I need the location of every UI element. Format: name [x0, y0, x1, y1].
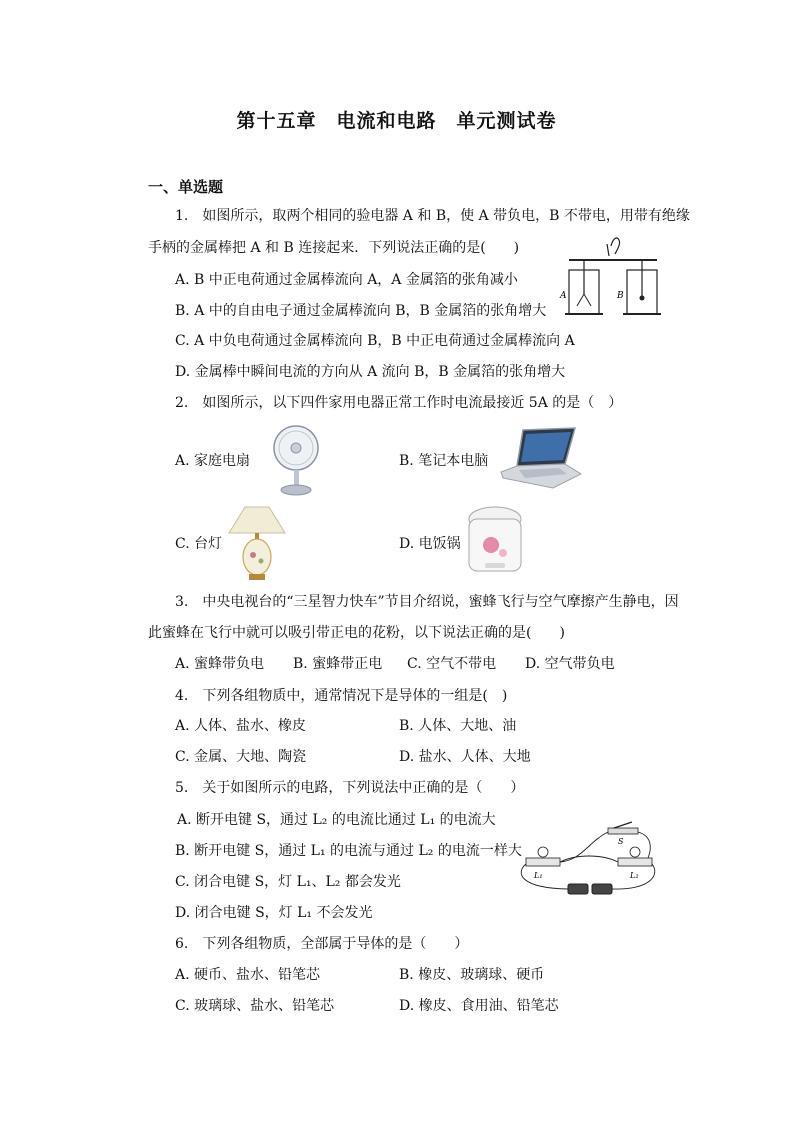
q5-option-d: D. 闭合电键 S，灯 L₁ 不会发光 — [175, 905, 373, 921]
q6-stem-line1: 6. 下列各组物质，全部属于导体的是（ ） — [175, 936, 469, 952]
q6-option-d: D. 橡皮、食用油、铅笔芯 — [399, 998, 559, 1014]
q3-option-b: B. 蜜蜂带正电 — [293, 656, 383, 672]
circuit-figure — [512, 812, 662, 902]
q4-option-b: B. 人体、大地、油 — [399, 718, 517, 734]
q5-option-a: A. 断开电键 S，通过 L₂ 的电流比通过 L₁ 的电流大 — [177, 812, 496, 828]
lamp-label-l2: L₂ — [630, 871, 639, 880]
q4-stem-line1: 4. 下列各组物质中，通常情况下是导体的一组是( ) — [175, 688, 508, 704]
q2-option-d: D. 电饭锅 — [399, 536, 461, 552]
electric-fan-image — [265, 422, 325, 497]
q3-stem-line1: 3. 中央电视台的“三星智力快车”节目介绍说，蜜蜂飞行与空气摩擦产生静电，因 — [175, 594, 679, 610]
electroscope-figure — [555, 232, 670, 324]
switch-label-s: S — [618, 837, 624, 846]
q1-option-a: A. B 中正电荷通过金属棒流向 A，A 金属箔的张角减小 — [175, 272, 518, 288]
section-heading: 一、单选题 — [148, 178, 224, 196]
q5-option-c: C. 闭合电键 S，灯 L₁、L₂ 都会发光 — [175, 874, 401, 890]
q3-option-c: C. 空气不带电 — [407, 656, 497, 672]
q1-option-b: B. A 中的自由电子通过金属棒流向 B，B 金属箔的张角增大 — [175, 303, 547, 319]
q5-stem-line1: 5. 关于如图所示的电路，下列说法中正确的是（ ） — [175, 780, 525, 796]
q6-option-a: A. 硬币、盐水、铅笔芯 — [175, 967, 321, 983]
q1-stem-line1: 1. 如图所示，取两个相同的验电器 A 和 B，使 A 带负电，B 不带电，用带有绝缘 — [175, 208, 690, 224]
q1-option-c: C. A 中负电荷通过金属棒流向 B，B 中正电荷通过金属棒流向 A — [175, 333, 575, 349]
q4-option-c: C. 金属、大地、陶瓷 — [175, 749, 307, 765]
table-lamp-image — [225, 505, 289, 583]
q4-option-d: D. 盐水、人体、大地 — [399, 749, 531, 765]
q4-option-a: A. 人体、盐水、橡皮 — [175, 718, 307, 734]
electroscope-label-a: A — [560, 291, 567, 301]
q3-option-a: A. 蜜蜂带负电 — [175, 656, 265, 672]
q3-stem-line2: 此蜜蜂在飞行中就可以吸引带正电的花粉，以下说法正确的是( ) — [148, 625, 565, 641]
q1-stem-line2: 手柄的金属棒把 A 和 B 连接起来．下列说法正确的是( ) — [148, 240, 520, 256]
lamp-label-l1: L₁ — [534, 871, 543, 880]
q2-option-c: C. 台灯 — [175, 536, 223, 552]
q2-stem-line1: 2. 如图所示，以下四件家用电器正常工作时电流最接近 5A 的是（ ） — [175, 395, 623, 411]
q1-option-d: D. 金属棒中瞬间电流的方向从 A 流向 B，B 金属箔的张角增大 — [175, 364, 566, 380]
q3-option-d: D. 空气带负电 — [525, 656, 615, 672]
q5-option-b: B. 断开电键 S，通过 L₁ 的电流与通过 L₂ 的电流一样大 — [175, 843, 522, 859]
electroscope-label-b: B — [617, 291, 624, 301]
q2-option-b: B. 笔记本电脑 — [399, 453, 489, 469]
q2-option-a: A. 家庭电扇 — [175, 453, 251, 469]
q6-option-c: C. 玻璃球、盐水、铅笔芯 — [175, 998, 335, 1014]
page-title: 第十五章 电流和电路 单元测试卷 — [236, 110, 557, 132]
rice-cooker-image — [465, 505, 525, 579]
laptop-image — [493, 428, 583, 490]
q6-option-b: B. 橡皮、玻璃球、硬币 — [399, 967, 545, 983]
